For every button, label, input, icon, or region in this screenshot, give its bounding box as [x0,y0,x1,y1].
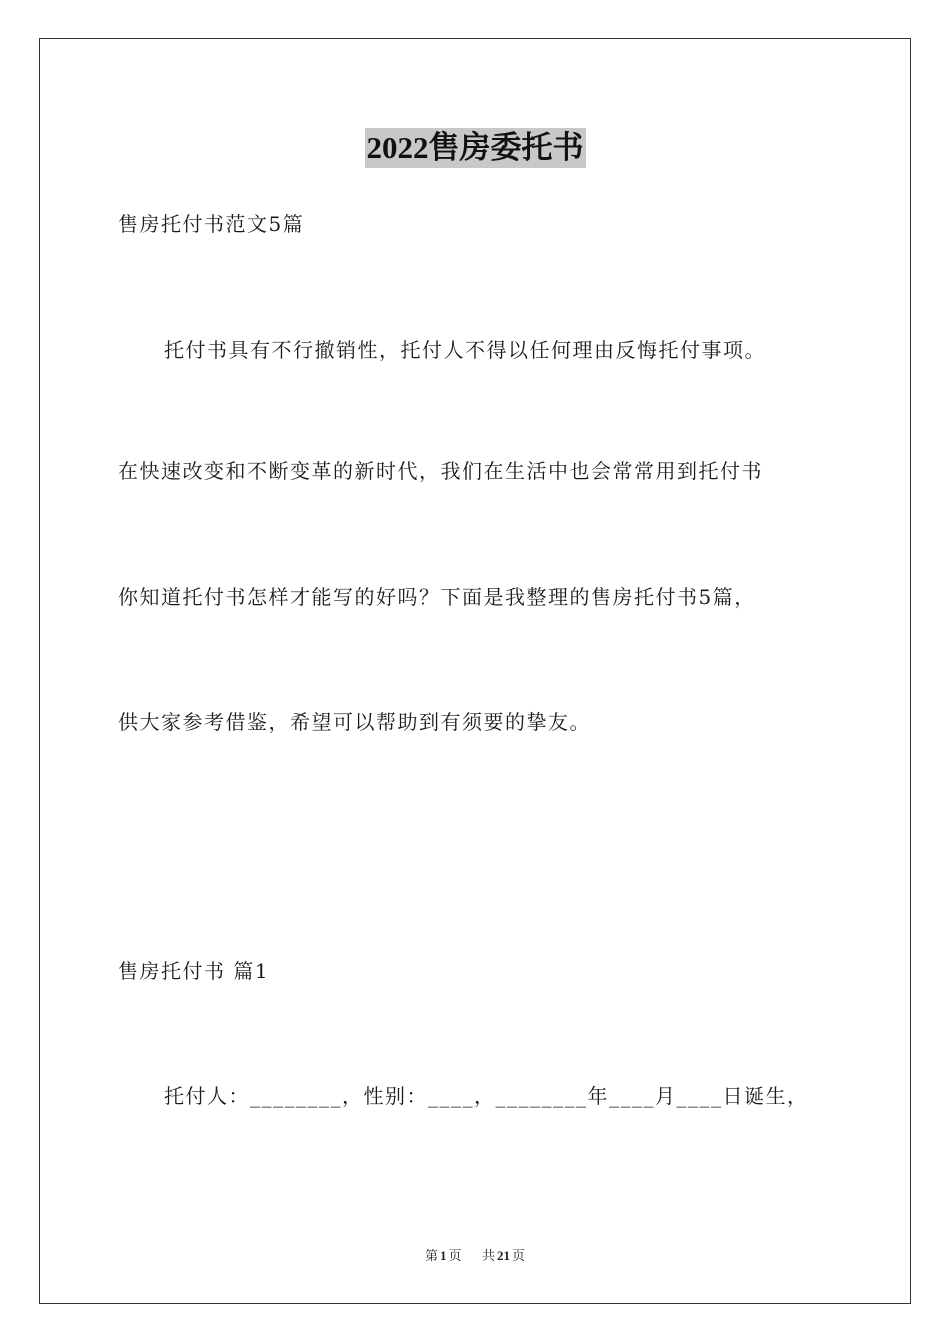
footer-page-number: 1 [439,1248,447,1263]
page-footer [0,1247,950,1266]
footer-page-prefix: 第 [424,1249,438,1264]
footer-total-pages: 21 [497,1248,511,1263]
paragraph-subtitle: 售房托付书范文5篇 [118,212,305,236]
paragraph-intro-3: 你知道托付书怎样才能写的好吗？下面是我整理的售房托付书5篇， [118,585,756,609]
section-heading-1: 售房托付书 篇1 [118,959,270,983]
title-container [0,128,950,168]
document-title: 2022售房委托书 [365,128,586,168]
paragraph-intro-2: 在快速改变和不断变革的新时代，我们在生活中也会常常用到托付书 [118,459,763,483]
paragraph-intro-1: 托付书具有不行撤销性，托付人不得以任何理由反悔托付事项。 [164,338,766,362]
footer-total-prefix: 共 [482,1249,496,1264]
paragraph-intro-4: 供大家参考借鉴，希望可以帮助到有须要的挚友。 [118,710,591,734]
paragraph-client-info: 托付人：________，性别：____，________年____月____日诞生， [164,1084,809,1108]
footer-page-suffix: 页 [448,1249,462,1264]
footer-total-suffix: 页 [512,1249,526,1264]
